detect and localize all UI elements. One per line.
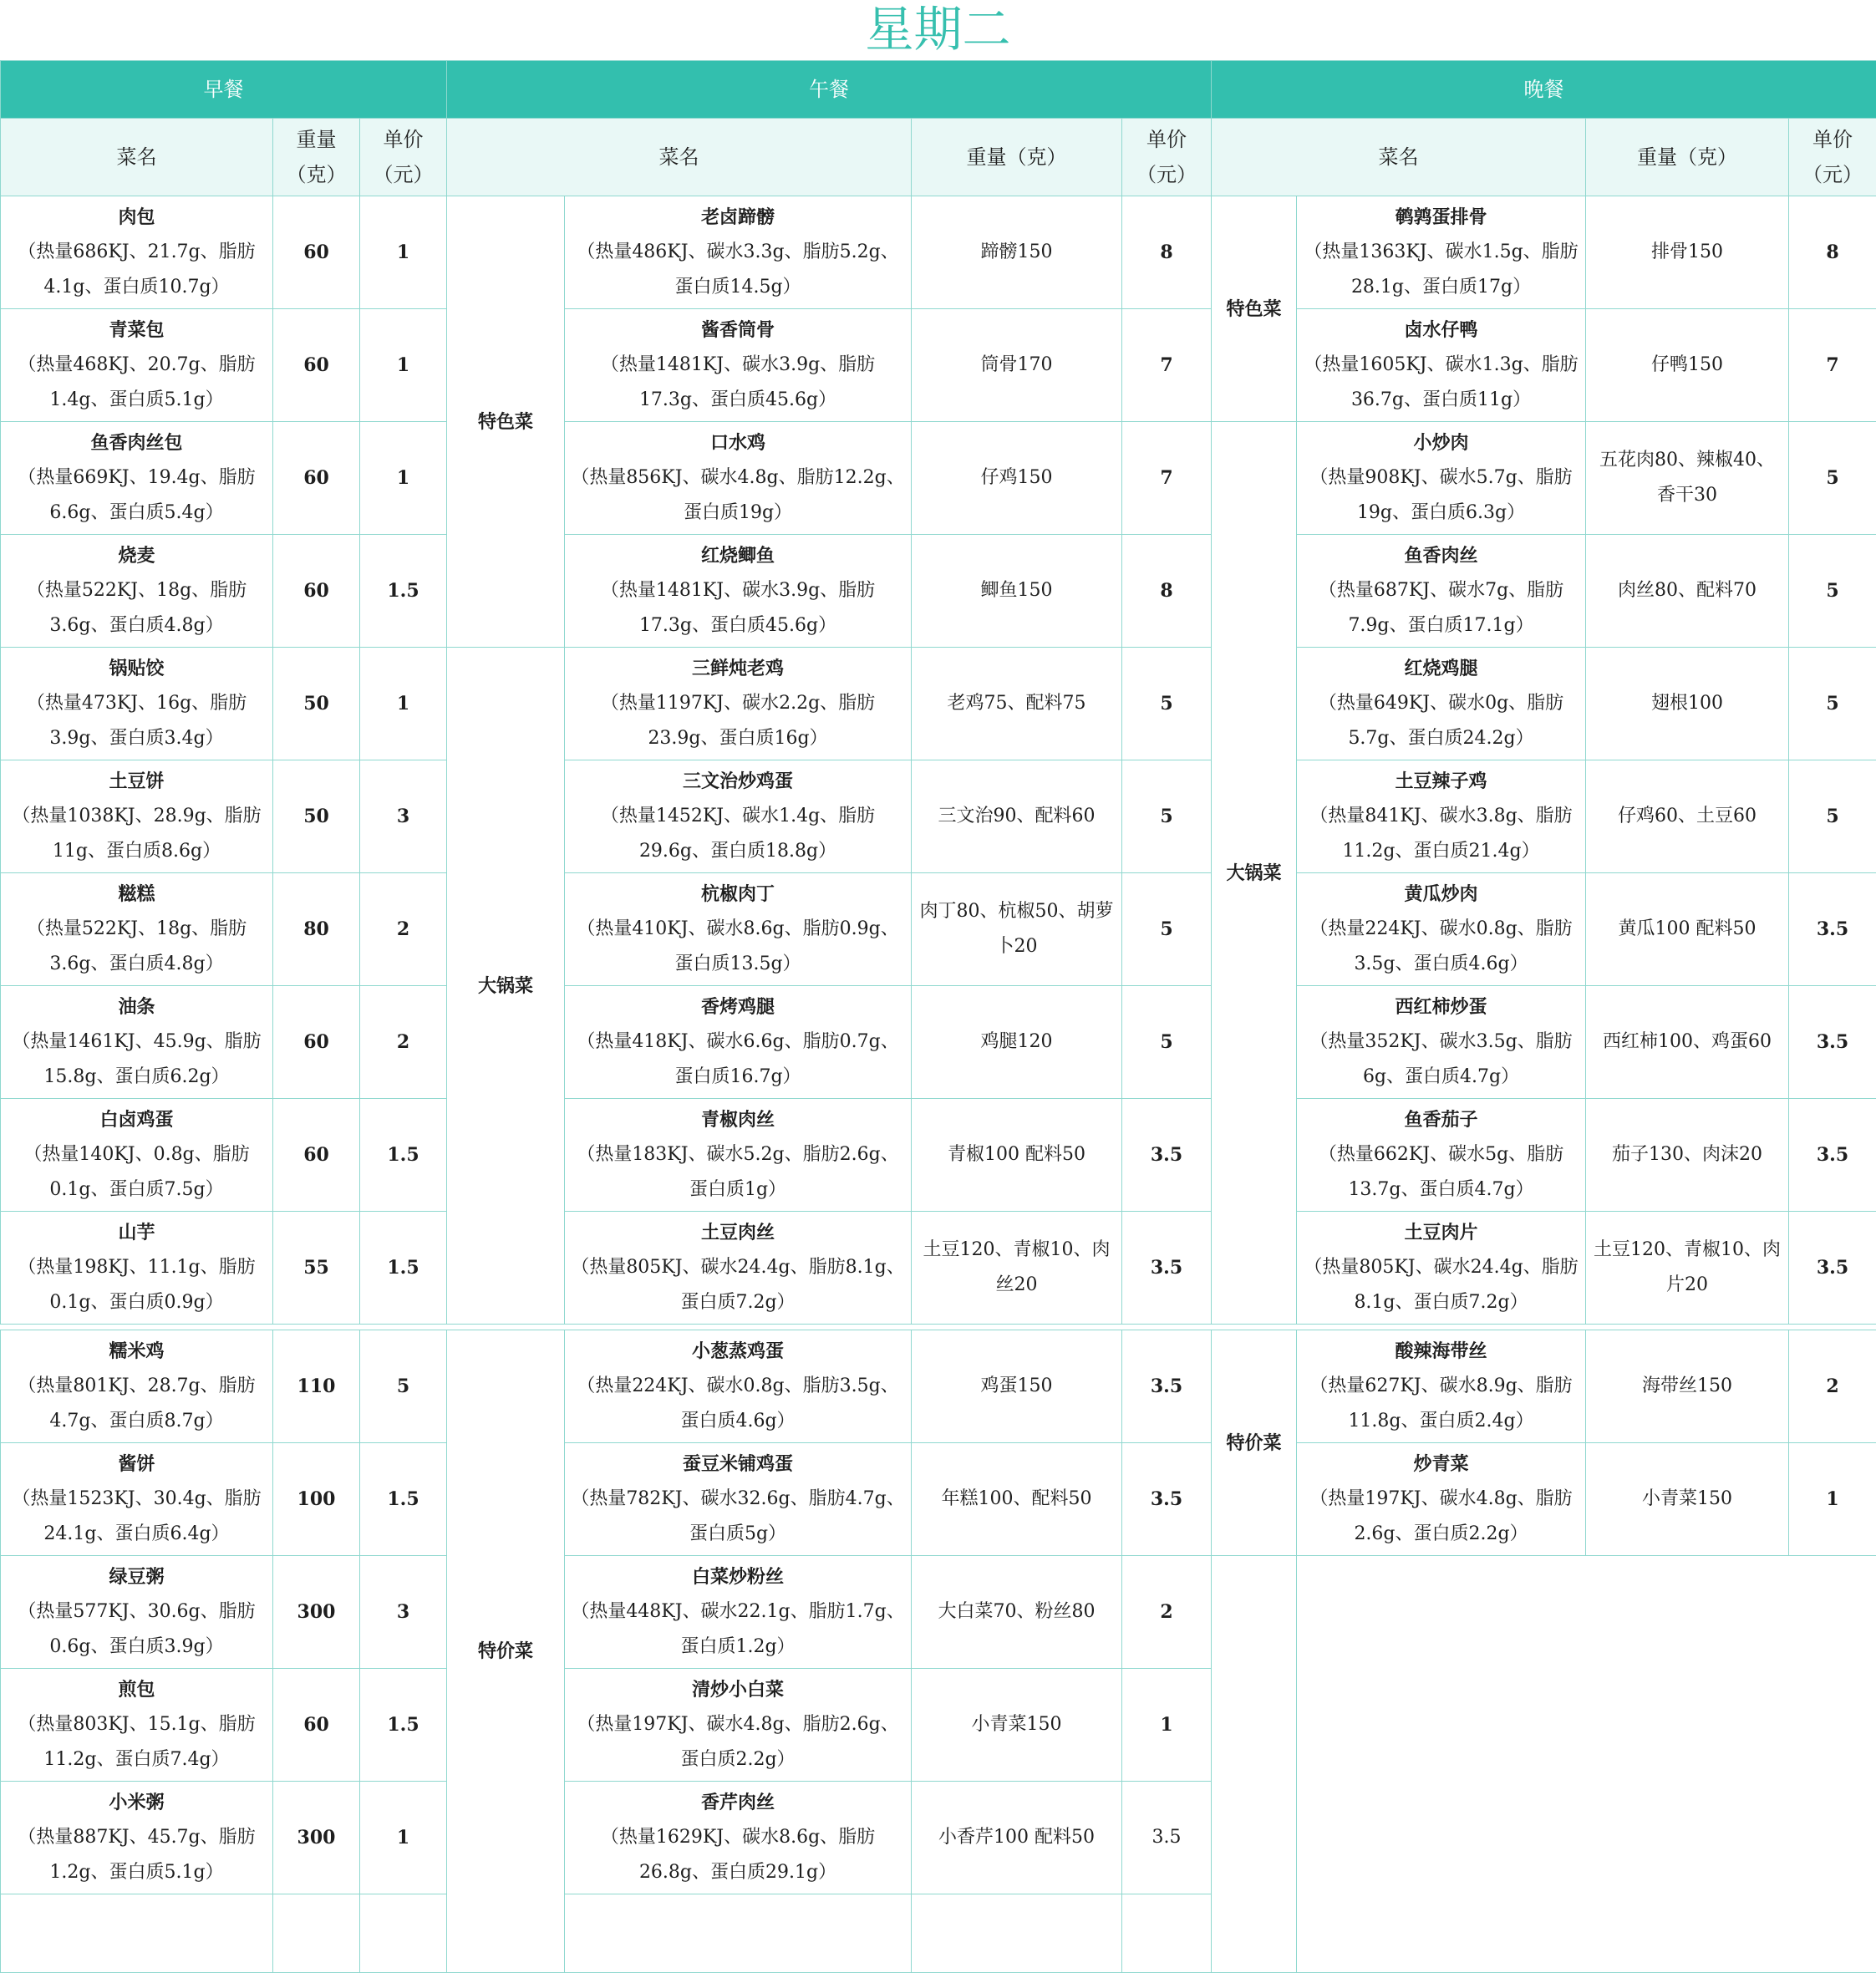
price-cell: 5 [1789,760,1876,873]
dish-cell [1,1669,273,1782]
dish-name: 卤水仔鸭 [1302,313,1580,348]
dish-name: 小米粥 [6,1785,267,1820]
dish-cell [1297,1212,1586,1325]
price-cell: 3.5 [1122,1212,1212,1325]
weight-cell: 60 [273,309,360,422]
price-cell: 3.5 [1789,1099,1876,1212]
price-cell: 5 [1122,760,1212,873]
weight-cell: 60 [273,1099,360,1212]
dish-name: 白菜炒粉丝 [570,1559,906,1594]
price-cell: 5 [360,1330,447,1443]
dish-cell [1297,873,1586,986]
dish-nutrition: （热量197KJ、碳水4.8g、脂肪2.6g、蛋白质2.2g） [570,1707,906,1777]
menu-row [1,873,1876,986]
dish-name: 糍糕 [6,877,267,912]
price-cell: 2 [360,986,447,1099]
price-cell: 5 [1789,422,1876,535]
lunch-header: 午餐 [447,61,1212,119]
dish-cell [1,1782,273,1894]
category-special: 特色菜 [1212,196,1297,422]
weight-cell: 黄瓜100 配料50 [1586,873,1789,986]
dish-nutrition: （热量486KJ、碳水3.3g、脂肪5.2g、蛋白质14.5g） [570,235,906,305]
menu-row [1,309,1876,422]
empty-cell [273,1894,360,1973]
weight-cell: 鲫鱼150 [912,535,1122,648]
dish-name: 煎包 [6,1672,267,1707]
empty-cell [912,1894,1122,1973]
weight-cell: 300 [273,1556,360,1669]
price-cell: 7 [1122,309,1212,422]
weight-cell: 鸡蛋150 [912,1330,1122,1443]
weight-cell: 小青菜150 [1586,1443,1789,1556]
dish-cell [1,760,273,873]
price-cell: 3.5 [1122,1443,1212,1556]
dish-nutrition: （热量686KJ、21.7g、脂肪4.1g、蛋白质10.7g） [6,235,267,305]
weight-cell: 小香芹100 配料50 [912,1782,1122,1894]
dish-name: 香芹肉丝 [570,1785,906,1820]
dish-name: 鹌鹑蛋排骨 [1302,200,1580,235]
dish-nutrition: （热量468KJ、20.7g、脂肪1.4g、蛋白质5.1g） [6,348,267,418]
dish-nutrition: （热量805KJ、碳水24.4g、脂肪8.1g、蛋白质7.2g） [570,1250,906,1320]
weight-cell: 60 [273,986,360,1099]
dish-cell [565,873,912,986]
dish-cell [565,760,912,873]
dish-cell [1297,309,1586,422]
dish-cell [565,986,912,1099]
col-header-price: 单价 （元） [360,119,447,196]
dish-cell [565,309,912,422]
price-cell: 3.5 [1122,1330,1212,1443]
dish-nutrition: （热量1461KJ、45.9g、脂肪15.8g、蛋白质6.2g） [6,1025,267,1095]
price-cell: 7 [1789,309,1876,422]
dish-name: 山芋 [6,1215,267,1250]
weight-cell: 60 [273,1669,360,1782]
dish-name: 酸辣海带丝 [1302,1334,1580,1369]
dish-cell [565,648,912,760]
dish-name: 酱香筒骨 [570,313,906,348]
menu-row [1,196,1876,309]
dish-name: 锅贴饺 [6,651,267,686]
menu-row [1,1330,1876,1443]
dish-cell [1297,986,1586,1099]
dish-name: 三鲜炖老鸡 [570,651,906,686]
price-cell: 3.5 [1789,873,1876,986]
dish-name: 糯米鸡 [6,1334,267,1369]
weight-cell: 60 [273,422,360,535]
dish-nutrition: （热量627KJ、碳水8.9g、脂肪11.8g、蛋白质2.4g） [1302,1369,1580,1439]
dish-nutrition: （热量198KJ、11.1g、脂肪0.1g、蛋白质0.9g） [6,1250,267,1320]
dish-nutrition: （热量224KJ、碳水0.8g、脂肪3.5g、蛋白质4.6g） [570,1369,906,1439]
weight-cell: 肉丁80、杭椒50、胡萝卜20 [912,873,1122,986]
dish-cell [565,1443,912,1556]
dish-name: 小葱蒸鸡蛋 [570,1334,906,1369]
dish-nutrition: （热量908KJ、碳水5.7g、脂肪19g、蛋白质6.3g） [1302,460,1580,531]
dish-nutrition: （热量577KJ、30.6g、脂肪0.6g、蛋白质3.9g） [6,1594,267,1665]
empty-cell [565,1894,912,1973]
dish-cell [565,535,912,648]
dish-name: 杭椒肉丁 [570,877,906,912]
dish-cell [1,1099,273,1212]
dish-cell [1297,760,1586,873]
weight-cell: 排骨150 [1586,196,1789,309]
dish-nutrition: （热量352KJ、碳水3.5g、脂肪6g、蛋白质4.7g） [1302,1025,1580,1095]
weight-cell: 110 [273,1330,360,1443]
dish-name: 土豆辣子鸡 [1302,764,1580,799]
dish-cell [1297,648,1586,760]
dish-nutrition: （热量140KJ、0.8g、脂肪0.1g、蛋白质7.5g） [6,1137,267,1208]
dish-nutrition: （热量782KJ、碳水32.6g、脂肪4.7g、蛋白质5g） [570,1482,906,1552]
dish-cell [1,535,273,648]
weight-cell: 茄子130、肉沫20 [1586,1099,1789,1212]
dish-cell [1297,196,1586,309]
weight-cell: 五花肉80、辣椒40、香干30 [1586,422,1789,535]
category-bigpot: 大锅菜 [447,648,565,1325]
dish-name: 鱼香肉丝包 [6,425,267,460]
dish-nutrition: （热量1629KJ、碳水8.6g、脂肪26.8g、蛋白质29.1g） [570,1820,906,1890]
dish-cell [1297,1443,1586,1556]
col-header-weight: 重量（克） [1586,119,1789,196]
dish-nutrition: （热量805KJ、碳水24.4g、脂肪8.1g、蛋白质7.2g） [1302,1250,1580,1320]
category-special: 特色菜 [447,196,565,648]
dish-name: 清炒小白菜 [570,1672,906,1707]
dish-nutrition: （热量1481KJ、碳水3.9g、脂肪17.3g、蛋白质45.6g） [570,348,906,418]
gap-cell [1,1325,1876,1330]
dish-cell [1297,422,1586,535]
weight-cell: 100 [273,1443,360,1556]
dish-cell [1,309,273,422]
dish-name: 烧麦 [6,538,267,573]
weight-cell: 西红柿100、鸡蛋60 [1586,986,1789,1099]
price-cell: 5 [1122,986,1212,1099]
category-bargain: 特价菜 [447,1330,565,1973]
weight-cell: 老鸡75、配料75 [912,648,1122,760]
price-cell: 1 [360,309,447,422]
dish-name: 白卤鸡蛋 [6,1102,267,1137]
dish-name: 口水鸡 [570,425,906,460]
category-bargain: 特价菜 [1212,1330,1297,1556]
weight-cell: 年糕100、配料50 [912,1443,1122,1556]
col-header-price: 单价 （元） [1122,119,1212,196]
dish-cell [565,196,912,309]
price-cell: 2 [1789,1330,1876,1443]
weight-cell: 大白菜70、粉丝80 [912,1556,1122,1669]
dish-cell [565,1099,912,1212]
dish-nutrition: （热量669KJ、19.4g、脂肪6.6g、蛋白质5.4g） [6,460,267,531]
dish-name: 土豆肉丝 [570,1215,906,1250]
price-cell: 8 [1122,196,1212,309]
dish-nutrition: （热量1363KJ、碳水1.5g、脂肪28.1g、蛋白质17g） [1302,235,1580,305]
dish-cell [565,1212,912,1325]
dish-name: 肉包 [6,200,267,235]
empty-cell [360,1894,447,1973]
dish-cell [1,1443,273,1556]
col-header-weight: 重量（克） [912,119,1122,196]
dish-name: 小炒肉 [1302,425,1580,460]
empty-cell [1212,1556,1297,1973]
weight-cell: 仔鸡60、土豆60 [1586,760,1789,873]
dish-nutrition: （热量1197KJ、碳水2.2g、脂肪23.9g、蛋白质16g） [570,686,906,756]
dish-cell [565,1330,912,1443]
dish-name: 鱼香茄子 [1302,1102,1580,1137]
dish-cell [1,422,273,535]
menu-row [1,760,1876,873]
price-cell: 2 [360,873,447,986]
dish-cell [1297,1330,1586,1443]
dish-nutrition: （热量448KJ、碳水22.1g、脂肪1.7g、蛋白质1.2g） [570,1594,906,1665]
menu-row [1,1212,1876,1325]
price-cell: 5 [1789,648,1876,760]
dish-nutrition: （热量197KJ、碳水4.8g、脂肪2.6g、蛋白质2.2g） [1302,1482,1580,1552]
breakfast-header: 早餐 [1,61,447,119]
dish-nutrition: （热量522KJ、18g、脂肪3.6g、蛋白质4.8g） [6,912,267,982]
menu-table [0,60,1876,1973]
dish-cell [1,986,273,1099]
dish-name: 青菜包 [6,313,267,348]
dinner-header: 晚餐 [1212,61,1876,119]
weight-cell: 土豆120、青椒10、肉丝20 [912,1212,1122,1325]
price-cell: 1.5 [360,535,447,648]
menu-row [1,648,1876,760]
menu-row [1,1556,1876,1669]
dish-name: 鱼香肉丝 [1302,538,1580,573]
empty-cell [1,1894,273,1973]
dish-cell [1,1556,273,1669]
price-cell: 1.5 [360,1212,447,1325]
dish-name: 酱饼 [6,1447,267,1482]
dish-cell [1,873,273,986]
price-cell: 5 [1122,648,1212,760]
price-cell: 1.5 [360,1099,447,1212]
weight-cell: 60 [273,196,360,309]
weight-cell: 55 [273,1212,360,1325]
dish-nutrition: （热量887KJ、45.7g、脂肪1.2g、蛋白质5.1g） [6,1820,267,1890]
dish-name: 油条 [6,989,267,1025]
dish-name: 红烧鸡腿 [1302,651,1580,686]
weight-cell: 鸡腿120 [912,986,1122,1099]
dish-nutrition: （热量1452KJ、碳水1.4g、脂肪29.6g、蛋白质18.8g） [570,799,906,869]
dish-nutrition: （热量1605KJ、碳水1.3g、脂肪36.7g、蛋白质11g） [1302,348,1580,418]
dish-nutrition: （热量687KJ、碳水7g、脂肪7.9g、蛋白质17.1g） [1302,573,1580,643]
weight-cell: 青椒100 配料50 [912,1099,1122,1212]
dish-cell [565,1669,912,1782]
dish-cell [565,1782,912,1894]
dish-cell [565,422,912,535]
price-cell: 1 [360,648,447,760]
empty-cell [1122,1894,1212,1973]
dish-name: 土豆肉片 [1302,1215,1580,1250]
weight-cell: 土豆120、青椒10、肉片20 [1586,1212,1789,1325]
dish-name: 红烧鲫鱼 [570,538,906,573]
dish-cell [565,1556,912,1669]
dish-name: 炒青菜 [1302,1447,1580,1482]
col-header-weight: 重量 （克） [273,119,360,196]
price-cell: 1 [360,422,447,535]
dish-nutrition: （热量418KJ、碳水6.6g、脂肪0.7g、蛋白质16.7g） [570,1025,906,1095]
dish-name: 香烤鸡腿 [570,989,906,1025]
price-cell: 1 [360,1782,447,1894]
section-gap [1,1325,1876,1330]
price-cell: 8 [1122,535,1212,648]
price-cell: 5 [1789,535,1876,648]
weight-cell: 仔鸡150 [912,422,1122,535]
price-cell: 1 [360,196,447,309]
dish-cell [1,1330,273,1443]
dish-nutrition: （热量473KJ、16g、脂肪3.9g、蛋白质3.4g） [6,686,267,756]
col-header-name: 菜名 [1212,119,1586,196]
dish-nutrition: （热量801KJ、28.7g、脂肪4.7g、蛋白质8.7g） [6,1369,267,1439]
dish-name: 老卤蹄髈 [570,200,906,235]
dish-cell [1297,1099,1586,1212]
dish-nutrition: （热量1481KJ、碳水3.9g、脂肪17.3g、蛋白质45.6g） [570,573,906,643]
col-header-name: 菜名 [1,119,273,196]
menu-row [1,1443,1876,1556]
weight-cell: 50 [273,760,360,873]
weight-cell: 海带丝150 [1586,1330,1789,1443]
dish-cell [1297,535,1586,648]
dish-nutrition: （热量183KJ、碳水5.2g、脂肪2.6g、蛋白质1g） [570,1137,906,1208]
dish-nutrition: （热量841KJ、碳水3.8g、脂肪11.2g、蛋白质21.4g） [1302,799,1580,869]
weight-cell: 50 [273,648,360,760]
dish-nutrition: （热量1038KJ、28.9g、脂肪11g、蛋白质8.6g） [6,799,267,869]
dish-name: 土豆饼 [6,764,267,799]
weight-cell: 仔鸭150 [1586,309,1789,422]
weight-cell: 300 [273,1782,360,1894]
dish-nutrition: （热量522KJ、18g、脂肪3.6g、蛋白质4.8g） [6,573,267,643]
price-cell: 1 [1789,1443,1876,1556]
dish-nutrition: （热量1523KJ、30.4g、脂肪24.1g、蛋白质6.4g） [6,1482,267,1552]
weight-cell: 80 [273,873,360,986]
price-cell: 7 [1122,422,1212,535]
dish-cell [1,1212,273,1325]
price-cell: 1 [1122,1669,1212,1782]
weight-cell: 60 [273,535,360,648]
dish-name: 黄瓜炒肉 [1302,877,1580,912]
page-title: 星期二 [0,0,1876,58]
weight-cell: 肉丝80、配料70 [1586,535,1789,648]
price-cell: 1.5 [360,1669,447,1782]
price-cell: 3.5 [1789,986,1876,1099]
dish-nutrition: （热量662KJ、碳水5g、脂肪13.7g、蛋白质4.7g） [1302,1137,1580,1208]
price-cell: 1.5 [360,1443,447,1556]
dish-nutrition: （热量803KJ、15.1g、脂肪11.2g、蛋白质7.4g） [6,1707,267,1777]
dish-name: 三文治炒鸡蛋 [570,764,906,799]
price-cell: 3 [360,760,447,873]
menu-row [1,535,1876,648]
price-cell: 2 [1122,1556,1212,1669]
dish-cell [1,196,273,309]
price-cell: 3.5 [1122,1099,1212,1212]
weight-cell: 翅根100 [1586,648,1789,760]
price-cell: 8 [1789,196,1876,309]
dish-nutrition: （热量410KJ、碳水8.6g、脂肪0.9g、蛋白质13.5g） [570,912,906,982]
price-cell: 5 [1122,873,1212,986]
col-header-price: 单价 （元） [1789,119,1876,196]
weight-cell: 三文治90、配料60 [912,760,1122,873]
dish-name: 西红柿炒蛋 [1302,989,1580,1025]
menu-row [1,422,1876,535]
dish-cell [1,648,273,760]
empty-cell [1297,1556,1876,1973]
dish-nutrition: （热量856KJ、碳水4.8g、脂肪12.2g、蛋白质19g） [570,460,906,531]
price-cell: 3.5 [1789,1212,1876,1325]
weight-cell: 筒骨170 [912,309,1122,422]
price-cell: 3 [360,1556,447,1669]
weight-cell: 小青菜150 [912,1669,1122,1782]
dish-nutrition: （热量649KJ、碳水0g、脂肪5.7g、蛋白质24.2g） [1302,686,1580,756]
price-cell: 3.5 [1122,1782,1212,1894]
dish-name: 蚕豆米铺鸡蛋 [570,1447,906,1482]
menu-row [1,986,1876,1099]
dish-name: 青椒肉丝 [570,1102,906,1137]
dish-nutrition: （热量224KJ、碳水0.8g、脂肪3.5g、蛋白质4.6g） [1302,912,1580,982]
weight-cell: 蹄髈150 [912,196,1122,309]
menu-row [1,1099,1876,1212]
dish-name: 绿豆粥 [6,1559,267,1594]
category-bigpot: 大锅菜 [1212,422,1297,1325]
col-header-name: 菜名 [447,119,912,196]
